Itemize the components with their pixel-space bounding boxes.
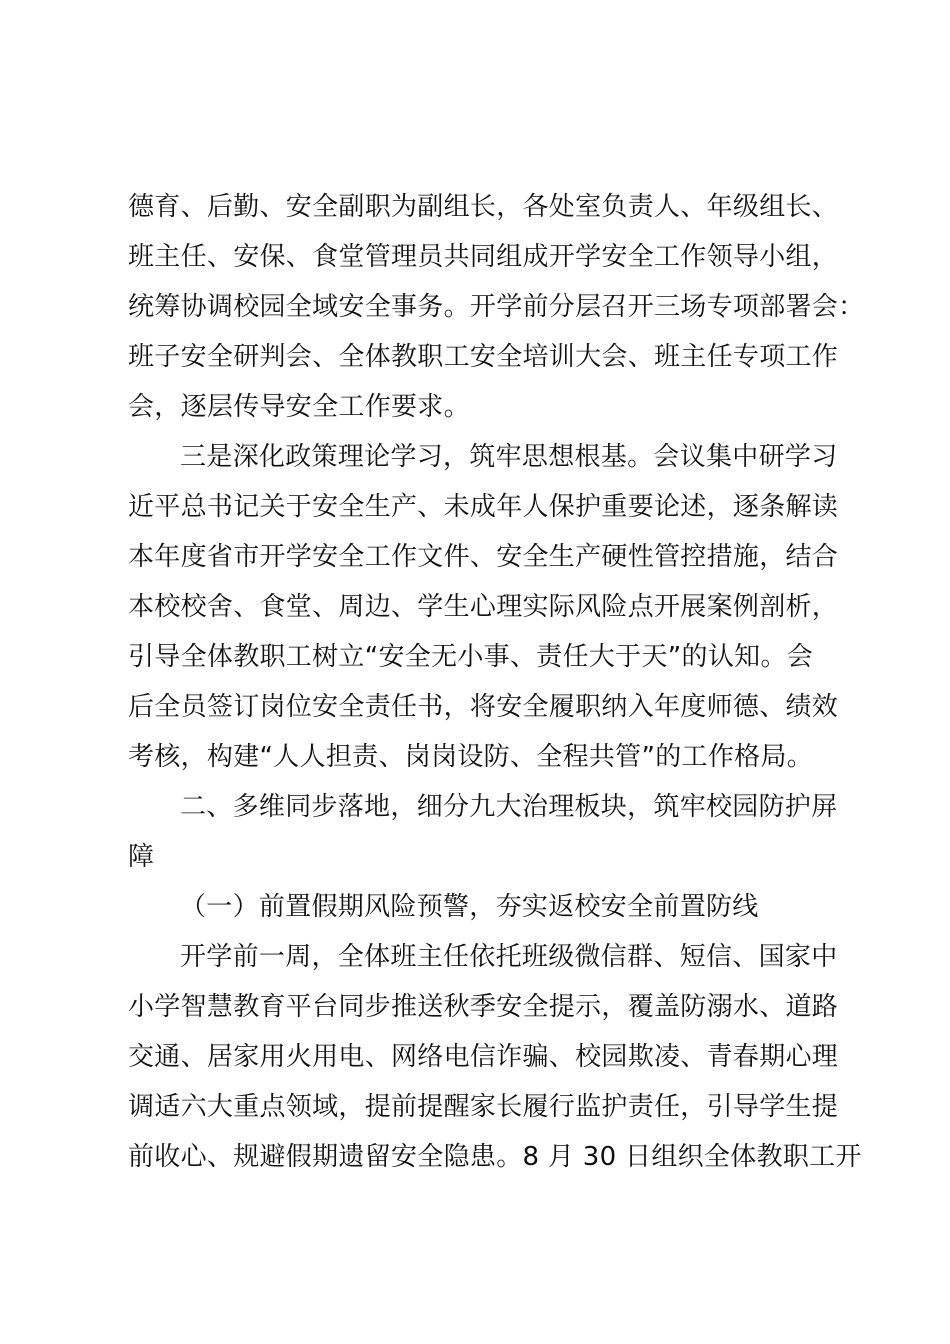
subsection-heading-one [128,882,848,932]
text-line: 障 [128,842,155,872]
document-page [128,182,865,1182]
text-line: 小学智慧教育平台同步推送秋季安全提示，覆盖防溺水、道路 [128,992,839,1022]
text-line: 班主任、安保、食堂管理员共同组成开学安全工作领导小组， [128,242,839,272]
paragraph-policy-study [128,432,848,782]
text-line: 近平总书记关于安全生产、未成年人保护重要论述，逐条解读 [128,492,839,522]
text-line: 德育、后勤、安全副职为副组长，各处室负责人、年级组长、 [128,192,839,222]
text-line: 前收心、规避假期遗留安全隐患。8 月 30 日组织全体教职工开 [128,1142,862,1172]
text-line: 班子安全研判会、全体教职工安全培训大会、班主任专项工作 [128,342,839,372]
text-line: 本校校舍、食堂、周边、学生心理实际风险点开展案例剖析， [128,592,839,622]
text-line: 会，逐层传导安全工作要求。 [128,392,470,422]
section-heading-two [128,782,848,882]
text-line: 考核，构建“人人担责、岗岗设防、全程共管”的工作格局。 [128,742,814,772]
text-line: （一）前置假期风险预警，夯实返校安全前置防线 [180,892,759,922]
text-line: 交通、居家用火用电、网络电信诈骗、校园欺凌、青春期心理 [128,1042,839,1072]
paragraph-leadership-group [128,182,865,432]
text-line: 统筹协调校园全域安全事务。开学前分层召开三场专项部署会： [128,292,865,322]
paragraph-holiday-warning [128,932,862,1182]
text-line: 调适六大重点领域，提前提醒家长履行监护责任，引导学生提 [128,1092,839,1122]
text-line: 开学前一周，全体班主任依托班级微信群、短信、国家中 [180,942,838,972]
text-line: 三是深化政策理论学习，筑牢思想根基。会议集中研学习 [180,442,838,472]
text-line: 引导全体教职工树立“安全无小事、责任大于天”的认知。会 [128,642,814,672]
text-line: 本年度省市开学安全工作文件、安全生产硬性管控措施，结合 [128,542,839,572]
text-line: 二、多维同步落地，细分九大治理板块，筑牢校园防护屏 [180,792,838,822]
text-line: 后全员签订岗位安全责任书，将安全履职纳入年度师德、绩效 [128,692,839,722]
